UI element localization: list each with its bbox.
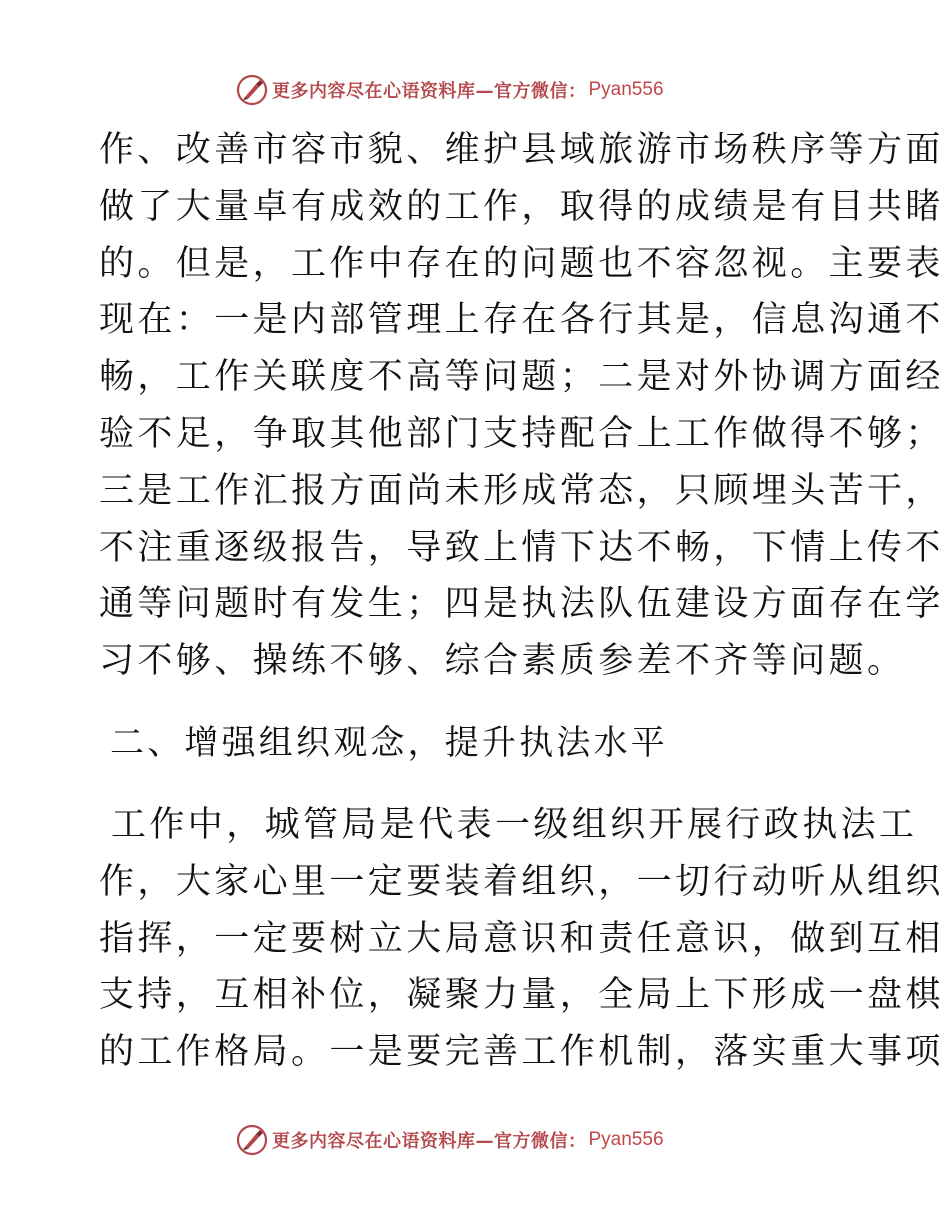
text-line: 畅，工作关联度不高等问题；二是对外协调方面经 [99, 357, 944, 398]
text-line: 工作中，城管局是代表一级组织开展行政执法工 [111, 805, 918, 845]
text-line: 验不足，争取其他部门支持配合上工作做得不够； [99, 413, 944, 454]
text-line: 的。但是，工作中存在的问题也不容忽视。主要表 [99, 243, 944, 284]
text-line: 作、改善市容市貌、维护县域旅游市场秩序等方面 [99, 130, 944, 170]
wechat-id: Pyan556 [588, 1129, 664, 1150]
text-line: 不注重逐级报告，导致上情下达不畅，下情上传不 [99, 527, 944, 568]
text-line: 作，大家心里一定要装着组织，一切行动听从组织 [99, 861, 944, 902]
text-line: 指挥，一定要树立大局意识和责任意识，做到互相 [99, 918, 944, 959]
text-line: 通等问题时有发生；四是执法队伍建设方面存在学 [99, 584, 944, 625]
banner-text: 更多内容尽在心语资料库—官方微信： [272, 1131, 587, 1152]
text-line: 做了大量卓有成效的工作，取得的成绩是有目共睹 [99, 186, 944, 227]
banner-text: 更多内容尽在心语资料库—官方微信： [272, 81, 587, 102]
section-heading: 二、增强组织观念，提升执法水平 [110, 723, 668, 763]
text-line: 现在：一是内部管理上存在各行其是，信息沟通不 [99, 300, 944, 341]
paragraph-1 [99, 122, 944, 690]
paragraph-2 [99, 797, 944, 1081]
wechat-id: Pyan556 [588, 79, 664, 100]
pen-logo-icon [236, 1124, 268, 1156]
pen-logo-icon [236, 74, 268, 106]
text-line: 习不够、操练不够、综合素质参差不齐等问题。 [99, 641, 906, 682]
footer-banner [236, 1123, 664, 1157]
text-line: 支持，互相补位，凝聚力量，全局上下形成一盘棋 [99, 975, 944, 1016]
text-line: 的工作格局。一是要完善工作机制，落实重大事项 [99, 1032, 944, 1073]
text-line: 三是工作汇报方面尚未形成常态，只顾埋头苦干， [99, 470, 944, 511]
header-banner [236, 73, 664, 107]
